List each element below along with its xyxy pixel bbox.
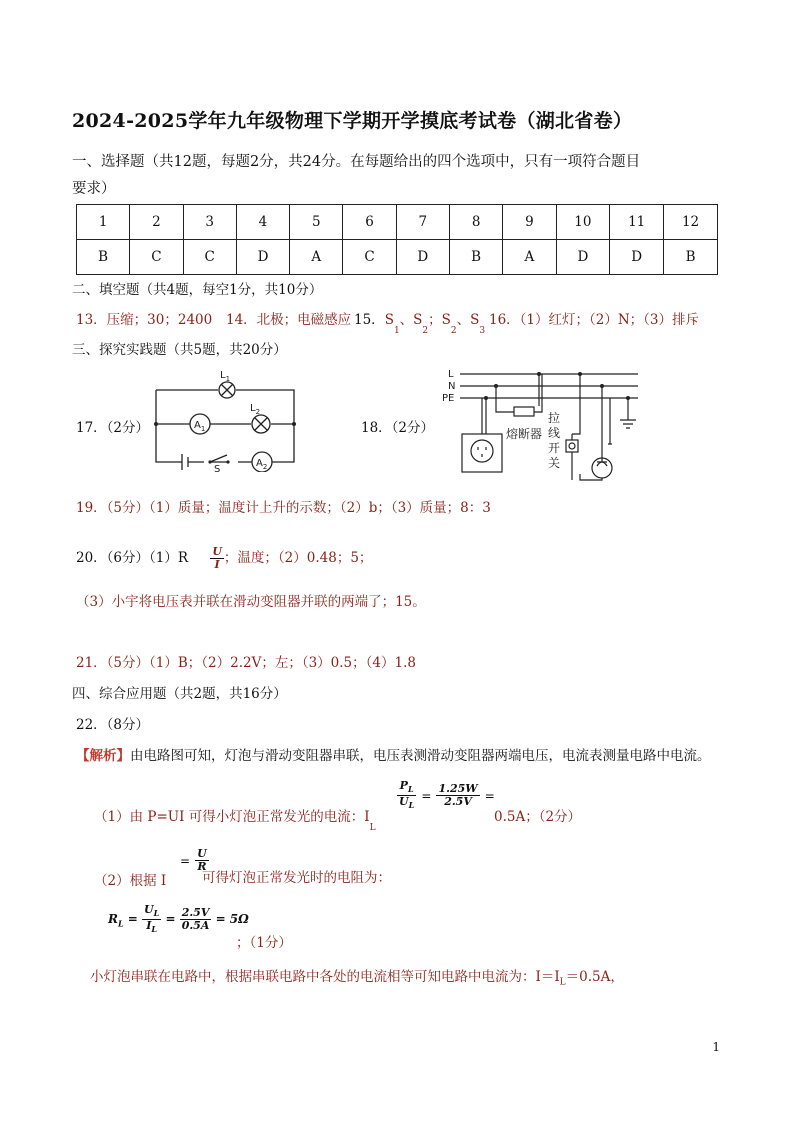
step4-text: 小灯泡串联在电路中，根据串联电路中各处的电流相等可知电路中电流为：I＝I bbox=[90, 969, 560, 985]
series-parallel-circuit-diagram bbox=[148, 366, 300, 472]
ohms-law-fraction bbox=[210, 546, 224, 571]
answer-table-number-row bbox=[77, 205, 718, 240]
page-title: 2024-2025学年九年级物理下学期开学摸底考试卷（湖北省卷） bbox=[72, 110, 633, 132]
table-cell: B bbox=[77, 240, 130, 275]
household-wiring-diagram bbox=[440, 362, 662, 484]
table-cell: A bbox=[503, 240, 556, 275]
step3-score: ；（1分） bbox=[236, 935, 292, 951]
table-cell: A bbox=[290, 240, 343, 275]
q22-step1 bbox=[94, 805, 376, 833]
ammeter-a1-label: $A_1$ bbox=[194, 420, 206, 433]
earth-wire-label: PE bbox=[442, 393, 455, 404]
fraction-numerator: $P_L$ bbox=[397, 780, 416, 796]
q17-label: 17．（2分） bbox=[76, 420, 150, 436]
q15-label: 15． bbox=[354, 312, 385, 328]
section3-heading: 三、探究实践题（共5题，共20分） bbox=[72, 342, 287, 358]
answer-q20 bbox=[76, 546, 372, 571]
section1-heading: 一、选择题（共12题，每题2分，共24分。在每题给出的四个选项中，只有一项符合题目 bbox=[72, 154, 641, 170]
junction-dot bbox=[154, 422, 158, 426]
fraction-numerator: U bbox=[212, 545, 222, 558]
q22-analysis bbox=[76, 744, 711, 764]
fraction-numerator: 2.5V bbox=[181, 906, 210, 920]
answer-q21: 21．（5分）（1）B；（2）2.2V；左；（3）0.5；（4）1.8 bbox=[76, 655, 416, 671]
q22-step4 bbox=[90, 965, 624, 988]
neutral-wire-label: N bbox=[448, 381, 456, 392]
pull-switch-label-2: 线 bbox=[548, 426, 561, 440]
separator: 、 bbox=[456, 312, 471, 328]
resistance-result: = 5Ω bbox=[215, 912, 249, 927]
fraction-numerator: 1.25W bbox=[438, 782, 478, 796]
table-cell: 10 bbox=[556, 205, 610, 240]
q20-suffix: ；温度；（2）0.48；5； bbox=[223, 550, 373, 566]
subscript: 2 bbox=[450, 326, 457, 336]
voltage-current-fraction bbox=[142, 904, 161, 935]
table-cell: D bbox=[610, 240, 664, 275]
step1-equation: $\frac{P_L}{U_L}$ = $\frac{1.25W}{2.5V}$ = bbox=[399, 779, 495, 811]
q22-label: 22．（8分） bbox=[76, 717, 150, 733]
lamp-l1-label: $L_1$ bbox=[220, 370, 231, 383]
lamp-l2-label: $L_2$ bbox=[250, 403, 261, 416]
table-cell: 2 bbox=[130, 205, 183, 240]
step3-equation: $R_L$ = $\frac{U_L}{I_L}$ = $\frac{2.5V}{0.5A}$ = 5Ω bbox=[108, 903, 249, 935]
table-cell: 5 bbox=[290, 205, 343, 240]
table-cell: C bbox=[343, 240, 396, 275]
q20-prefix: 20．（6分）（1）R bbox=[76, 550, 189, 566]
subscript: 3 bbox=[479, 326, 486, 336]
page-number: 1 bbox=[712, 1040, 720, 1054]
fraction-numerator: $U_L$ bbox=[144, 903, 160, 919]
step2-after: 可得灯泡正常发光时的电阻为： bbox=[202, 870, 391, 886]
fraction-numerator: U bbox=[197, 847, 207, 860]
s-symbol: S bbox=[470, 312, 480, 328]
fraction-denominator: I bbox=[214, 558, 220, 571]
answer-q19: 19．（5分）（1）质量；温度计上升的示数；（2）b；（3）质量；8：3 bbox=[76, 500, 491, 516]
pull-switch-label-4: 关 bbox=[548, 456, 561, 470]
table-cell: 3 bbox=[183, 205, 236, 240]
s-symbol: S bbox=[413, 312, 423, 328]
junction-dot bbox=[292, 422, 296, 426]
table-cell: B bbox=[450, 240, 503, 275]
fraction-denominator: 0.5A bbox=[181, 919, 210, 933]
table-cell: 9 bbox=[503, 205, 556, 240]
q18-label: 18．（2分） bbox=[361, 420, 435, 436]
resistance-symbol: R bbox=[108, 912, 118, 927]
table-cell: C bbox=[183, 240, 236, 275]
q22-step2 bbox=[94, 869, 166, 889]
pull-switch-label-1: 拉 bbox=[548, 411, 561, 425]
subscript: 2 bbox=[422, 326, 429, 336]
answer-q16: 16．（1）红灯；（2）N；（3）排斥 bbox=[489, 312, 700, 328]
table-cell: C bbox=[130, 240, 183, 275]
fraction-denominator: $U_L$ bbox=[399, 795, 415, 811]
subscript: L bbox=[369, 823, 376, 833]
table-cell: 8 bbox=[450, 205, 503, 240]
answer-q20-line2: （3）小宇将电压表并联在滑动变阻器并联的两端了；15。 bbox=[76, 594, 426, 610]
step1-result: 0.5A；（2分） bbox=[494, 809, 582, 825]
analysis-tag: 【解析】 bbox=[76, 748, 130, 764]
answer-q14: 14．北极；电磁感应 bbox=[226, 312, 352, 328]
fraction-denominator: 2.5V bbox=[444, 795, 472, 809]
value-fraction bbox=[436, 783, 479, 808]
table-cell: B bbox=[664, 240, 718, 275]
subscript: 1 bbox=[393, 326, 400, 336]
step2-fraction-wrap: = $\frac{U}{R}$ bbox=[180, 847, 207, 873]
pull-switch-label-3: 开 bbox=[548, 441, 561, 455]
step1-text: （1）由 P=UI 可得小灯泡正常发光的电流：I bbox=[94, 809, 370, 825]
power-fraction bbox=[397, 780, 416, 811]
separator: 、 bbox=[399, 312, 414, 328]
table-cell: 11 bbox=[610, 205, 664, 240]
s-symbol: S bbox=[441, 312, 451, 328]
section1-heading-cont: 要求） bbox=[72, 181, 116, 197]
step4-end: ＝0.5A， bbox=[565, 969, 624, 985]
section2-heading: 二、填空题（共4题，每空1分，共10分） bbox=[72, 282, 323, 298]
analysis-text: 由电路图可知，灯泡与滑动变阻器串联，电压表测滑动变阻器两端电压，电流表测量电路中电流。 bbox=[130, 748, 711, 764]
value-fraction bbox=[180, 907, 212, 932]
step2-text: （2）根据 I bbox=[94, 873, 167, 889]
table-cell: 4 bbox=[236, 205, 289, 240]
table-cell: D bbox=[396, 240, 449, 275]
table-cell: 1 bbox=[77, 205, 130, 240]
answer-table bbox=[76, 204, 718, 275]
table-cell: D bbox=[236, 240, 289, 275]
section4-heading: 四、综合应用题（共2题，共16分） bbox=[72, 686, 287, 702]
table-cell: 12 bbox=[664, 205, 718, 240]
subscript: L bbox=[117, 918, 124, 929]
answer-q15 bbox=[354, 308, 486, 336]
ammeter-a2-label: $A_2$ bbox=[256, 458, 268, 471]
switch-s-label: S bbox=[214, 464, 221, 472]
subscript: L bbox=[559, 977, 566, 988]
live-wire-label: L bbox=[448, 369, 454, 380]
table-cell: D bbox=[556, 240, 610, 275]
fraction-denominator: $I_L$ bbox=[146, 919, 158, 935]
table-cell: 6 bbox=[343, 205, 396, 240]
answer-table-answer-row bbox=[77, 240, 718, 275]
table-cell: 7 bbox=[396, 205, 449, 240]
s-symbol: S bbox=[384, 312, 394, 328]
fraction-denominator: R bbox=[197, 860, 207, 873]
separator: ； bbox=[428, 312, 442, 328]
fuse-label: 熔断器 bbox=[506, 427, 543, 441]
answer-q13: 13．压缩；30；2400 bbox=[76, 312, 213, 328]
